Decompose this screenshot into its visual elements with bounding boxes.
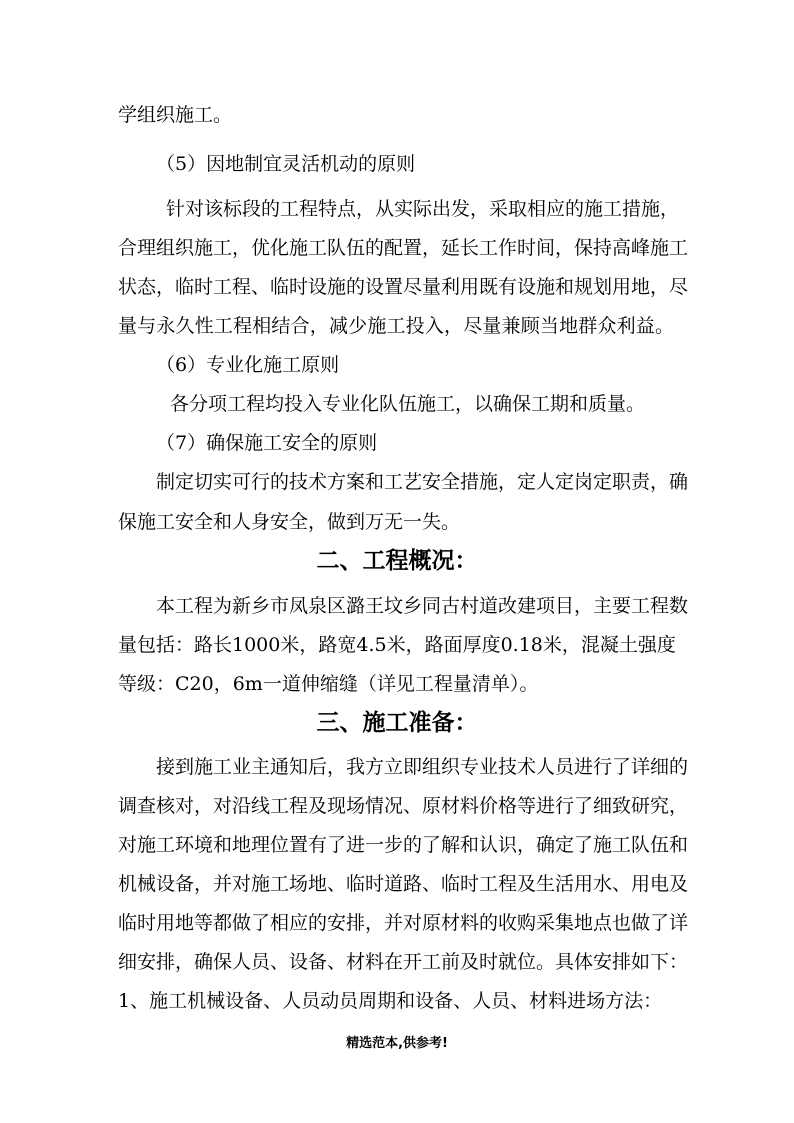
text-line: 状态，临时工程、临时设施的设置尽量利用既有设施和规划用地，尽 [118, 276, 689, 298]
section-title: （5）因地制宜灵活机动的原则 [156, 153, 416, 175]
heading-project-overview: 二、工程概况： [316, 547, 478, 574]
page-footer: 精选范本,供参考! [346, 1036, 448, 1051]
text-line: 机械设备，并对施工场地、临时道路、临时工程及生活用水、用电及 [118, 873, 689, 895]
text-line: 细安排，确保人员、设备、材料在开工前及时就位。具体安排如下： [118, 951, 689, 973]
text-line: 制定切实可行的技术方案和工艺安全措施，定人定岗定职责，确 [156, 471, 689, 493]
text-line: 保施工安全和人身安全，做到万无一失。 [118, 511, 461, 533]
text-line: 对施工环境和地理位置有了进一步的了解和认识，确定了施工队伍和 [118, 834, 689, 856]
text-line: 针对该标段的工程特点，从实际出发，采取相应的施工措施， [166, 198, 680, 220]
text-line: 1、施工机械设备、人员动员周期和设备、人员、材料进场方法： [118, 990, 663, 1012]
text-line: 本工程为新乡市凤泉区潞王坟乡同古村道改建项目，主要工程数 [156, 595, 689, 617]
section-title: （7）确保施工安全的原则 [156, 432, 378, 454]
text-line: 量与永久性工程相结合，减少施工投入，尽量兼顾当地群众利益。 [118, 315, 674, 337]
text-line: 各分项工程均投入专业化队伍施工，以确保工期和质量。 [170, 393, 646, 415]
text-line: 临时用地等都做了相应的安排，并对原材料的收购采集地点也做了详 [118, 912, 689, 934]
text-line: 学组织施工。 [118, 104, 233, 126]
text-line: 接到施工业主通知后，我方立即组织专业技术人员进行了详细的 [156, 756, 689, 778]
heading-construction-preparation: 三、施工准备： [316, 709, 478, 736]
text-line: 量包括：路长1000米，路宽4.5米，路面厚度0.18米，混凝土强度 [118, 634, 676, 656]
text-line: 等级：C20，6m一道伸缩缝（详见工程量清单）。 [118, 673, 539, 695]
text-line: 合理组织施工，优化施工队伍的配置，延长工作时间，保持高峰施工 [118, 237, 689, 259]
text-line: 调查核对，对沿线工程及现场情况、原材料价格等进行了细致研究， [118, 795, 689, 817]
section-title: （6）专业化施工原则 [156, 354, 340, 376]
